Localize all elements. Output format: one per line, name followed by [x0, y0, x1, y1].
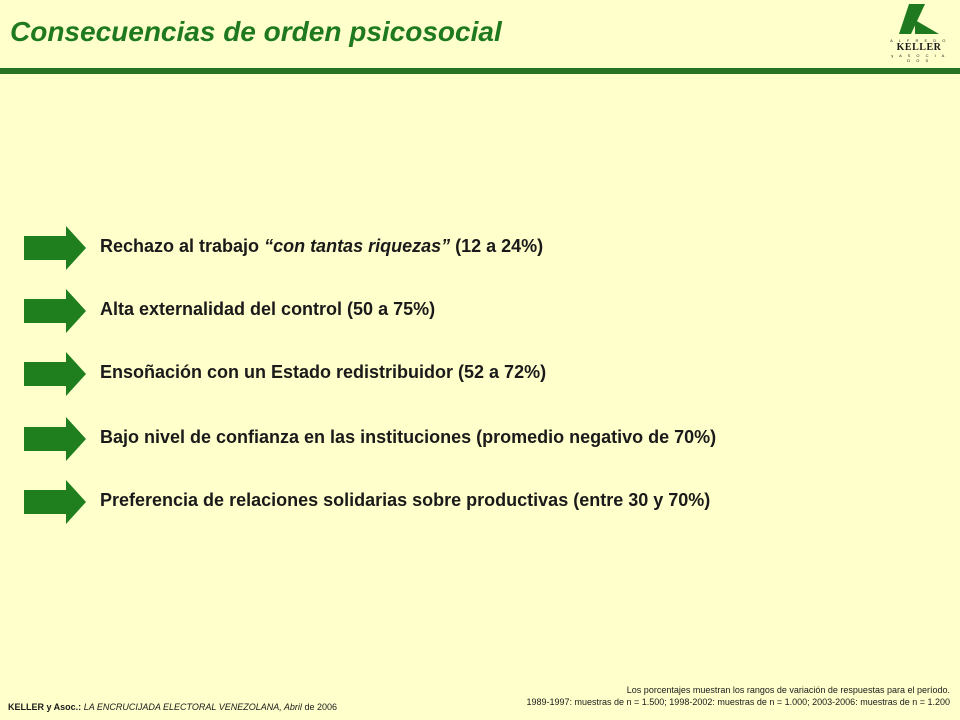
- source-publication: LA ENCRUCIJADA ELECTORAL VENEZOLANA, Abril: [83, 702, 302, 712]
- source-date: de 2006: [301, 702, 337, 712]
- item-text: [100, 236, 543, 257]
- list-item: [24, 226, 944, 272]
- arrow-right-icon: [24, 352, 86, 396]
- footnote-line-2: 1989-1997: muestras de n = 1.500; 1998-2002: muestras de n = 1.000; 2003-2006: muestras de n = 1.200: [526, 697, 950, 707]
- item-text: Ensoñación con un Estado redistribuidor (52 a 72%): [100, 362, 547, 382]
- arrow-right-icon: [24, 480, 86, 524]
- item-text: Bajo nivel de confianza en las instituciones (promedio negativo de 70%): [100, 427, 717, 447]
- logo-brand: KELLER: [896, 42, 942, 53]
- keller-logo: [888, 4, 950, 66]
- page-title: Consecuencias de orden psicosocial: [10, 16, 502, 47]
- item-text-main: Rechazo al trabajo: [100, 236, 265, 256]
- arrow-right-icon: [24, 289, 86, 333]
- logo-bottom-text: y A S O C I A D O S: [891, 53, 947, 63]
- list-item: [24, 480, 944, 526]
- item-text: Preferencia de relaciones solidarias sobre productivas (entre 30 y 70%): [100, 490, 711, 510]
- list-item: [24, 352, 944, 398]
- list-item: [24, 289, 944, 335]
- item-text-emphasis: “con tantas riquezas”: [264, 236, 451, 256]
- source-credit: [8, 702, 337, 712]
- footnote: [526, 684, 950, 708]
- list-item: [24, 417, 944, 463]
- item-text-range: (12 a 24%): [450, 236, 544, 256]
- arrow-right-icon: [24, 417, 86, 461]
- keller-logo-icon: [899, 4, 939, 38]
- item-text: Alta externalidad del control (50 a 75%): [100, 299, 436, 319]
- title-rule: [0, 68, 960, 74]
- source-author: KELLER y Asoc.:: [8, 702, 82, 712]
- footnote-line-1: Los porcentajes muestran los rangos de variación de respuestas para el período.: [626, 685, 950, 695]
- logo-top-text: A L F R E D O: [890, 38, 948, 43]
- arrow-right-icon: [24, 226, 86, 270]
